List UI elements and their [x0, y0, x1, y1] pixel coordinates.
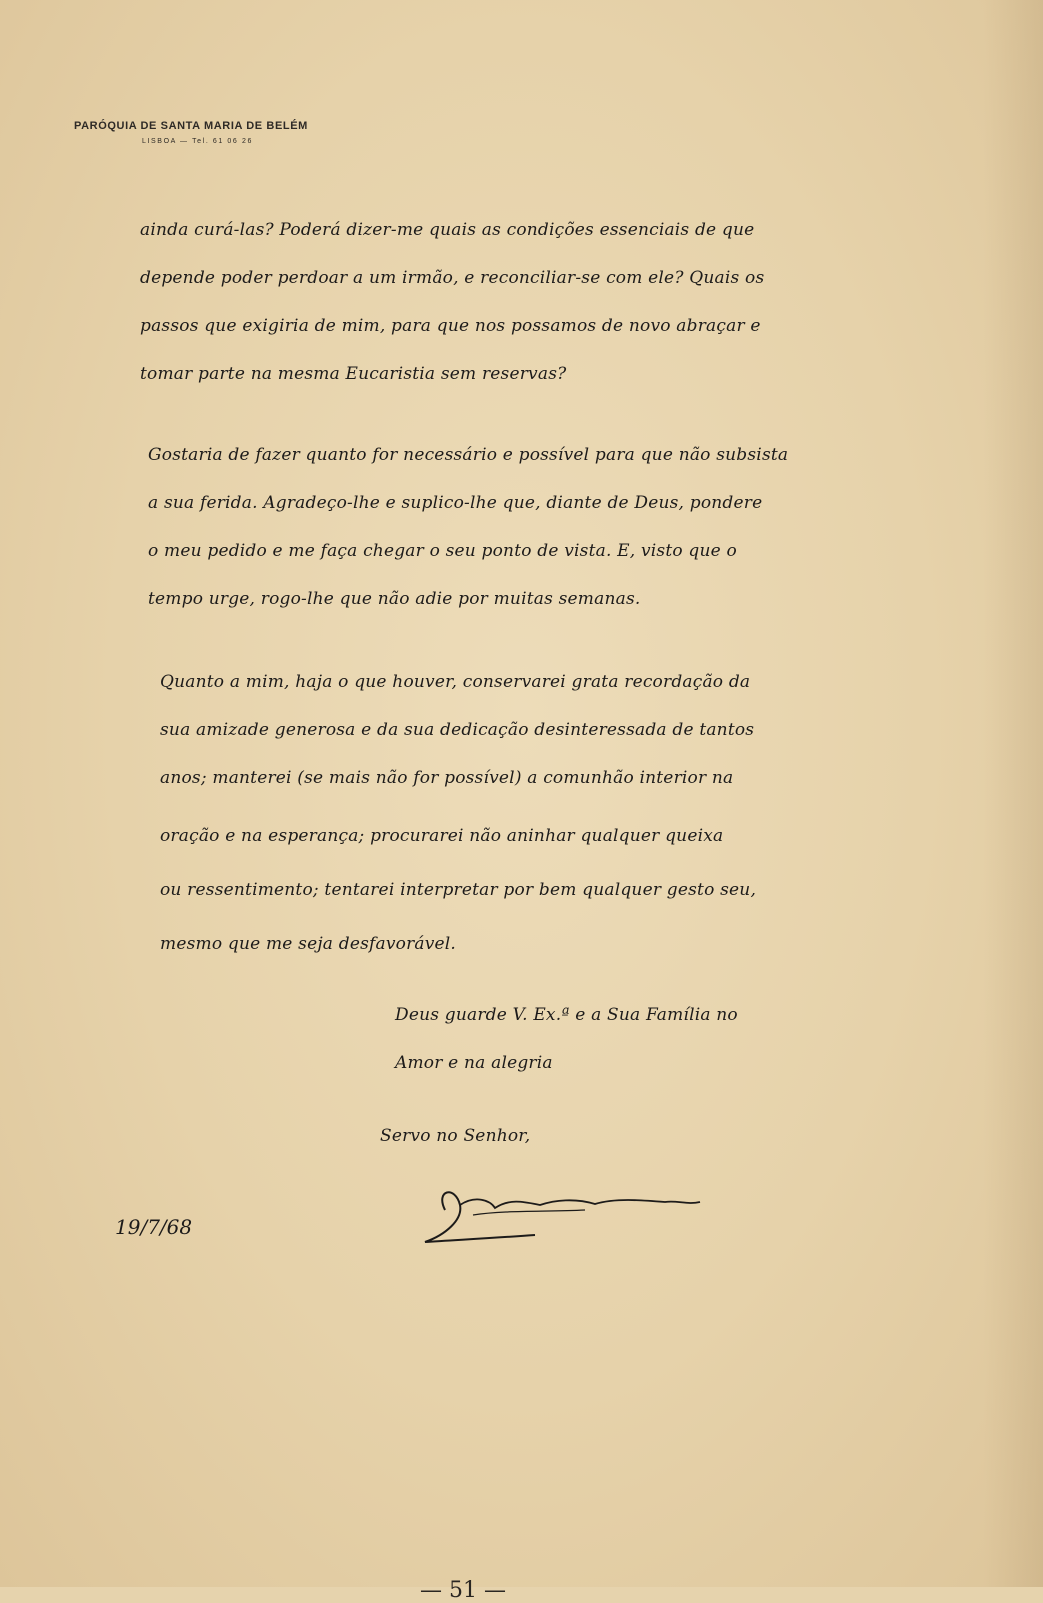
- paragraph-1-line-4: tomar parte na mesma Eucaristia sem reservas?: [140, 364, 567, 384]
- paragraph-3-line-4: oração e na esperança; procurarei não aninhar qualquer queixa: [160, 826, 724, 846]
- paragraph-3-line-3: anos; manterei (se mais não for possível) a comunhão interior na: [160, 768, 734, 788]
- paragraph-2-line-1: Gostaria de fazer quanto for necessário e possível para que não subsista: [148, 445, 789, 465]
- closing-blessing-line-2: Amor e na alegria: [395, 1053, 553, 1073]
- paragraph-3-line-2: sua amizade generosa e da sua dedicação desinteressada de tantos: [160, 720, 755, 740]
- paragraph-3-line-5: ou ressentimento; tentarei interpretar por bem qualquer gesto seu,: [160, 880, 757, 900]
- paragraph-2-line-2: a sua ferida. Agradeço-lhe e suplico-lhe que, diante de Deus, pondere: [148, 493, 763, 513]
- paragraph-1-line-1: ainda curá-las? Poderá dizer-me quais as condições essenciais de que: [140, 220, 755, 240]
- paragraph-1-line-3: passos que exigiria de mim, para que nos possamos de novo abraçar e: [140, 316, 761, 336]
- letterhead: [74, 120, 308, 145]
- handwritten-signature: [415, 1180, 715, 1260]
- closing-blessing-line-1: Deus guarde V. Ex.ª e a Sua Família no: [395, 1005, 738, 1025]
- paragraph-2-line-4: tempo urge, rogo-lhe que não adie por muitas semanas.: [148, 589, 641, 609]
- paragraph-3-line-6: mesmo que me seja desfavorável.: [160, 934, 457, 954]
- paragraph-3-line-1: Quanto a mim, haja o que houver, conservarei grata recordação da: [160, 672, 751, 692]
- letter-date: 19/7/68: [115, 1215, 193, 1239]
- paragraph-2-line-3: o meu pedido e me faça chegar o seu ponto de vista. E, visto que o: [148, 541, 737, 561]
- page-number: — 51 —: [420, 1578, 506, 1603]
- paragraph-1-line-2: depende poder perdoar a um irmão, e reconciliar-se com ele? Quais os: [140, 268, 765, 288]
- page-edge-shade: [983, 0, 1043, 1587]
- closing-servant: Servo no Senhor,: [380, 1126, 531, 1146]
- letterhead-parish: PARÓQUIA DE SANTA MARIA DE BELÉM: [74, 120, 308, 132]
- letterhead-address: LISBOA — Tel. 61 06 26: [142, 138, 253, 145]
